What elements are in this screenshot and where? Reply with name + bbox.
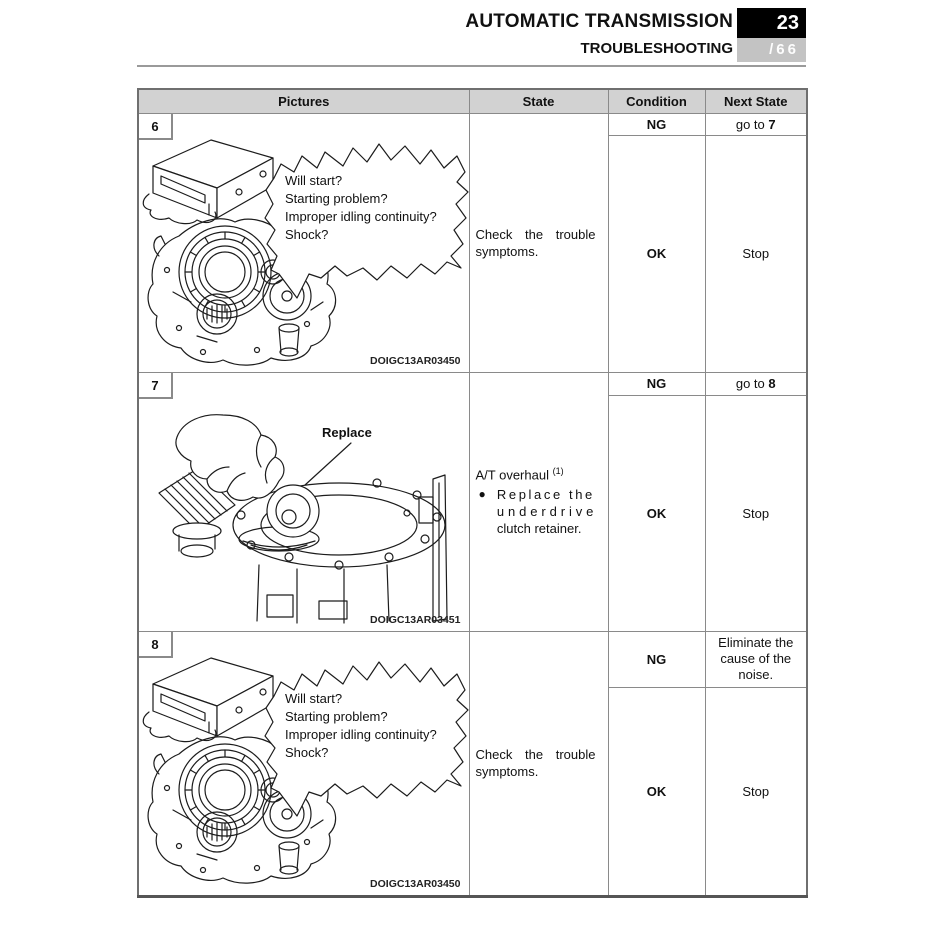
page-subtitle: TROUBLESHOOTING (580, 40, 733, 57)
pictures-cell-step7 (138, 372, 469, 631)
speech-bubble-text (285, 172, 437, 244)
bubble-line: Shock? (285, 744, 329, 760)
column-header-pictures: Pictures (138, 89, 469, 113)
condition-ok (608, 395, 705, 631)
state-title-text: A/T overhaul (475, 467, 549, 483)
header-divider (137, 65, 806, 67)
table-header-row (138, 89, 807, 113)
troubleshooting-table (137, 88, 808, 898)
condition-ok (608, 135, 705, 372)
state-cell-step7 (469, 372, 608, 631)
pictures-cell-step6 (138, 113, 469, 372)
hand-replacing-retainer-illustration (139, 373, 469, 630)
pictures-cell-step8 (138, 631, 469, 896)
next-state-ok (705, 395, 807, 631)
state-cell-step8 (469, 631, 608, 896)
bubble-line: Starting problem? (285, 190, 388, 206)
figure-step7 (139, 373, 469, 630)
stop-text: Stop (742, 246, 770, 261)
figure-caption: DOIGC13AR03450 (370, 877, 461, 890)
goto-text: go to (735, 116, 769, 132)
next-state-ng (705, 372, 807, 395)
page-number-badge: 23 (737, 8, 806, 38)
ng-label: NG (646, 651, 667, 667)
condition-ng (608, 372, 705, 395)
bullet-line: clutch retainer. (496, 521, 582, 537)
speech-bubble-text (285, 690, 437, 762)
condition-ng (608, 631, 705, 687)
table-row (138, 631, 807, 687)
figure-step6 (139, 114, 469, 371)
column-header-state: State (469, 89, 608, 113)
bubble-line: Shock? (285, 226, 329, 242)
bullet-icon: ● (478, 487, 486, 502)
stop-text: Stop (742, 505, 770, 521)
goto-target: 7 (768, 116, 776, 132)
condition-ng (608, 113, 705, 135)
replace-label: Replace (322, 424, 372, 440)
page-title: AUTOMATIC TRANSMISSION (465, 11, 733, 32)
figure-caption: DOIGC13AR03450 (370, 354, 461, 367)
ng-label: NG (646, 116, 667, 132)
state-text: Check the trouble symptoms. (475, 747, 596, 779)
bubble-line: Starting problem? (285, 708, 388, 724)
figure-caption: DOIGC13AR03451 (370, 613, 461, 626)
bullet-line: underdrive (496, 504, 598, 520)
step-number: 6 (139, 114, 173, 140)
goto-text: go to (735, 376, 769, 391)
state-text: Check the trouble symptoms. (475, 226, 596, 259)
bubble-line: Will start? (285, 172, 343, 188)
column-header-next-state: Next State (705, 89, 807, 113)
step-number: 7 (139, 373, 173, 399)
bubble-line: Improper idling continuity? (285, 726, 437, 742)
table-row (138, 372, 807, 395)
bubble-line: Improper idling continuity? (285, 208, 437, 224)
state-title (476, 466, 600, 482)
table-row (138, 113, 807, 135)
bullet-item (476, 486, 600, 537)
figure-step8 (139, 632, 469, 889)
page-total-badge: /66 (737, 38, 806, 62)
next-state-ng (705, 113, 807, 135)
next-state-ng (705, 631, 807, 687)
state-cell-step6 (469, 113, 608, 372)
next-state-ok (705, 135, 807, 372)
ng-label: NG (646, 376, 667, 391)
bullet-text (497, 486, 600, 537)
eliminate-noise-text: Eliminate the cause of the noise. (718, 635, 794, 682)
ok-label: OK (646, 783, 667, 799)
ok-label: OK (646, 246, 667, 261)
bubble-line: Will start? (285, 690, 343, 706)
condition-ok (608, 687, 705, 896)
stop-text: Stop (742, 783, 770, 799)
bullet-line: Replace the (496, 487, 595, 503)
next-state-ok (705, 687, 807, 896)
goto-target: 8 (768, 376, 776, 391)
footnote-superscript: (1) (552, 465, 564, 476)
column-header-condition: Condition (608, 89, 705, 113)
step-number: 8 (139, 632, 173, 658)
ok-label: OK (646, 505, 667, 521)
